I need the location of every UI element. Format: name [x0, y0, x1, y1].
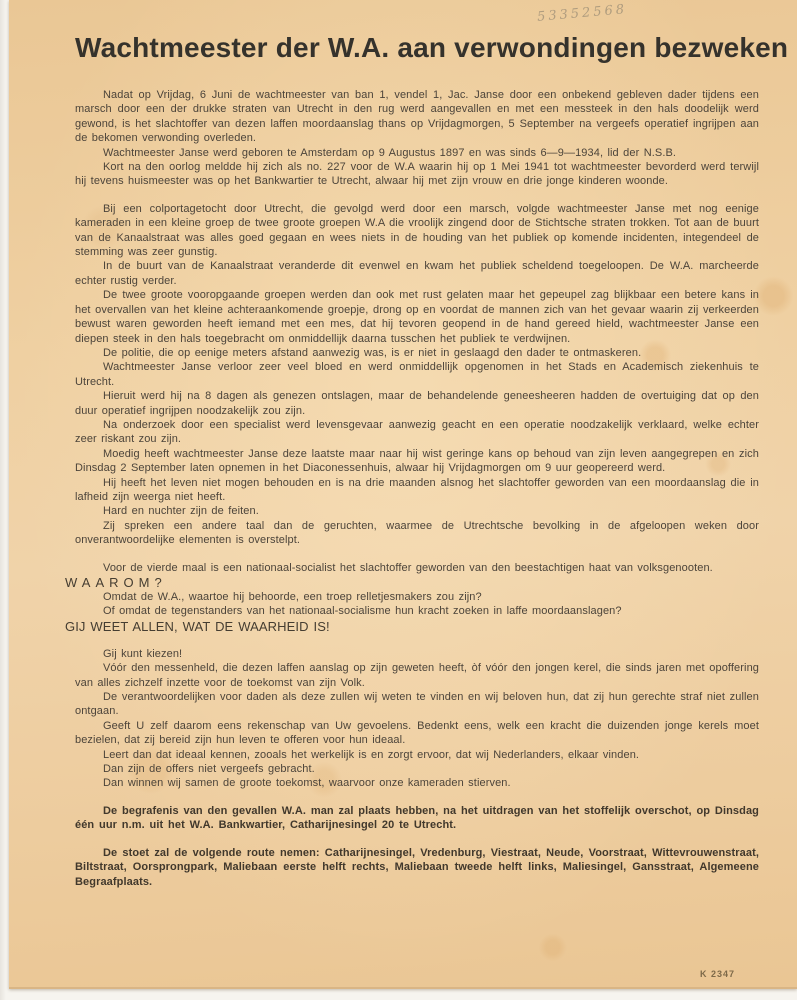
printer-code: K 2347 [699, 969, 735, 979]
paragraph: Vóór den messenheld, die dezen laffen aanslag op zijn geweten heeft, òf vóór den jongen kerel, die sinds jaren met opoffering van alles zichzelf inzette voor de toekomst van zijn Volk. [75, 662, 759, 689]
paragraph: GIJ WEET ALLEN, WAT DE WAARHEID IS! [65, 618, 330, 634]
paragraph: Voor de vierde maal is een nationaal-socialist het slachtoffer geworden van den beestachtigen haat van volksgenooten. [103, 561, 713, 574]
paragraph: WAAROM? [65, 575, 167, 590]
paragraph: In de buurt van de Kanaalstraat veranderde dit evenwel en kwam het publiek scheldend toegeloopen. De W.A. marcheerde echter rustig verder. [75, 260, 759, 287]
paragraph: Na onderzoek door een specialist werd levensgevaar aanwezig geacht en een operatie noodzakelijk verklaard, welke echter zeer riskant zou zijn. [75, 418, 759, 446]
document-body [65, 88, 759, 889]
paragraph: Dan zijn de offers niet vergeefs gebracht. [103, 763, 315, 776]
paragraph: Omdat de W.A., waartoe hij behoorde, een troep relletjesmakers zou zijn? [103, 591, 482, 603]
paragraph: Moedig heeft wachtmeester Janse deze laatste maar naar hij wist geringe kans op behoud van zijn leven aangegrepen en zich Dinsdag 2 September laten opnemen in het Diaconessenhuis, alwaar hij Vrijdagmorgen om 9 uur geopereerd werd. [75, 447, 759, 475]
paragraph: Nadat op Vrijdag, 6 Juni de wachtmeester van ban 1, vendel 1, Jac. Janse door een onbekend gebleven dader tijdens een marsch door een der drukke straten van Utrecht in den rug werd aangevallen en met een messteek in den hals doodelijk werd gewond, is het slachtoffer van dezen laffen moordaanslag thans op Vrijdagmorgen, 5 September na vergeefs operatief ingrijpen aan de bekomen verwonding overleden. [75, 89, 759, 145]
paragraph: Wachtmeester Janse verloor zeer veel bloed en werd onmiddellijk opgenomen in het Stads en Academisch ziekenhuis te Utrecht. [75, 361, 759, 388]
paragraph: Dan winnen wij samen de groote toekomst, waarvoor onze kameraden stierven. [103, 777, 511, 790]
paper-sheet [9, 0, 797, 989]
paragraph: Geeft U zelf daarom eens rekenschap van Uw gevoelens. Bedenkt eens, welk een kracht die duizenden jonge kerels moet bezielen, dat zij bereid zijn hun leven te offeren voor hun ideaal. [75, 719, 759, 747]
paragraph: Bij een colportagetocht door Utrecht, die gevolgd werd door een marsch, volgde wachtmeester Janse met nog eenige kameraden in een kleine groep de twee groote groepen W.A die vroolijk zingend door de Stichtsche straten trokken. Tot aan de buurt van de Kanaalstraat was alles goed gegaan en wees niets in de houding van het publiek op komende incidenten, integendeel de stemming was zeer gunstig. [75, 202, 759, 259]
paragraph: Gij kunt kiezen! [103, 647, 183, 660]
paragraph: Of omdat de tegenstanders van het nationaal-socialisme hun kracht zoeken in laffe moordaanslagen? [103, 605, 622, 618]
paragraph: Hij heeft het leven niet mogen behouden en is na drie maanden alsnog het slachtoffer geworden van een moordaanslag die in lafheid zijn weerga niet heeft. [75, 476, 759, 503]
paragraph: De politie, die op eenige meters afstand aanwezig was, is er niet in geslaagd den dader te ontmaskeren. [103, 346, 642, 359]
paragraph: Hieruit werd hij na 8 dagen als genezen ontslagen, maar de behandelende geneesheeren hadden de overtuiging dat op den duur operatief ingrijpen noodzakelijk zou zijn. [75, 390, 759, 417]
paragraph: De stoet zal de volgende route nemen: Catharijnesingel, Vredenburg, Viestraat, Neude, Voorstraat, Wittevrouwenstraat, Biltstraat, Oorsprongpark, Maliebaan eerste helft rechts, Maliebaan tweede helft links, Maliesingel, Gansstraat, Algemeene Begraafplaats. [75, 846, 759, 888]
handwritten-annotation: 53352568 [536, 2, 628, 25]
paragraph: Kort na den oorlog meldde hij zich als no. 227 voor de W.A waarin hij op 1 Mei 1941 tot wachtmeester bevorderd werd terwijl hij tevens huismeester was op het Bankwartier te Utrecht, alwaar hij met zijn vrouw en drie jonge kinderen woonde. [75, 161, 759, 188]
paragraph: De begrafenis van den gevallen W.A. man zal plaats hebben, na het uitdragen van het stoffelijk overschot, op Dinsdag één uur n.m. uit het W.A. Bankwartier, Catharijnesingel 20 te Utrecht. [75, 804, 759, 832]
paragraph: Wachtmeester Janse werd geboren te Amsterdam op 9 Augustus 1897 en was sinds 6—9—1934, lid der N.S.B. [103, 146, 677, 159]
paragraph: Leert dan dat ideaal kennen, zooals het werkelijk is en zorgt ervoor, dat wij Nederlanders, elkaar vinden. [103, 748, 640, 761]
paragraph: Zij spreken een andere taal dan de geruchten, waarmee de Utrechtsche bevolking in de afgeloopen weken door onverantwoordelijke elementen is overstelpt. [75, 519, 759, 547]
page-title: Wachtmeester der W.A. aan verwondingen bezweken [75, 32, 789, 63]
paragraph: De twee groote vooropgaande groepen werden dan ook met rust gelaten maar het gepeupel zag blijkbaar een betere kans in het overvallen van het kleine achteraankomende groepje, drong op en voordat de mannen zich van het gevaar waarin zij verkeerden bewust waren geworden heeft iemand met een mes, dat hij tevoren geopend in de hand gereed hield, wachtmeester Janse een diepen steek in den hals toegebracht om onmiddellijk daarna tusschen het publiek te verdwijnen. [75, 289, 759, 345]
paragraph: Hard en nuchter zijn de feiten. [103, 505, 259, 518]
document-content [65, 32, 789, 889]
paragraph: De verantwoordelijken voor daden als deze zullen wij weten te vinden en wij beloven hun, dat zij hun gerechte straf niet zullen ontgaan. [75, 691, 759, 718]
